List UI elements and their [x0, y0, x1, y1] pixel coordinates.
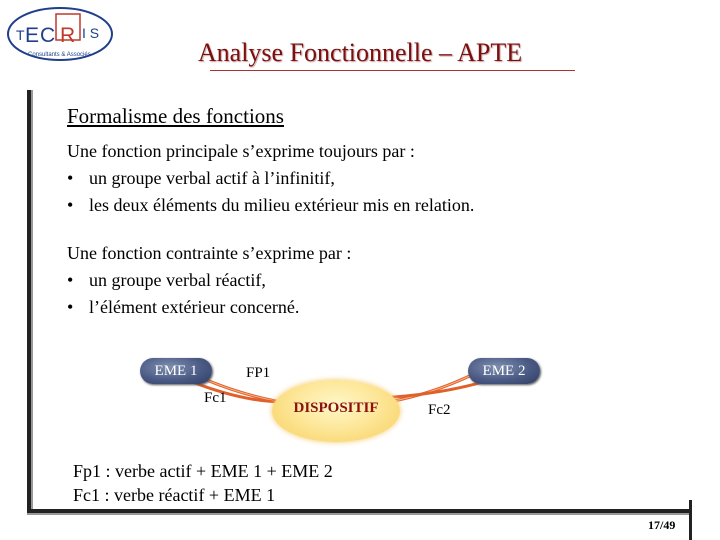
principal-bullet-2: • les deux éléments du milieu extérieur mis en relation. — [67, 195, 475, 215]
page-number: 17/49 — [648, 518, 676, 532]
principal-bullet-1: • un groupe verbal actif à l’infinitif, — [67, 168, 335, 188]
svg-text:R: R — [60, 24, 76, 47]
svg-text:C: C — [40, 24, 56, 47]
contrainte-bullet-2: • l’élément extérieur concerné. — [67, 297, 300, 317]
slide-title: Analyse Fonctionnelle – APTE — [197, 38, 523, 67]
eme1-node: EME 1 — [140, 358, 212, 384]
contrainte-bullet-1: • un groupe verbal réactif, — [67, 270, 266, 290]
principal-intro: Une fonction principale s’exprime toujours par : — [67, 141, 415, 161]
svg-text:E: E — [25, 24, 40, 47]
contrainte-intro: Une fonction contrainte s’exprime par : — [67, 243, 352, 263]
definition-fp1: Fp1 : verbe actif + EME 1 + EME 2 — [73, 461, 333, 481]
dispositif-label: DISPOSITIF — [293, 400, 379, 416]
fp1-label: FP1 — [246, 365, 271, 381]
logo-subtitle: Consultants & Associés — [28, 52, 91, 58]
svg-text:T: T — [16, 27, 25, 43]
svg-text:I S: I S — [82, 25, 100, 41]
eme2-node: EME 2 — [468, 358, 540, 384]
fc2-label: Fc2 — [428, 402, 451, 418]
fc1-label: Fc1 — [204, 390, 227, 406]
definition-fc1: Fc1 : verbe réactif + EME 1 — [73, 485, 276, 505]
section-heading: Formalisme des fonctions — [67, 104, 284, 128]
